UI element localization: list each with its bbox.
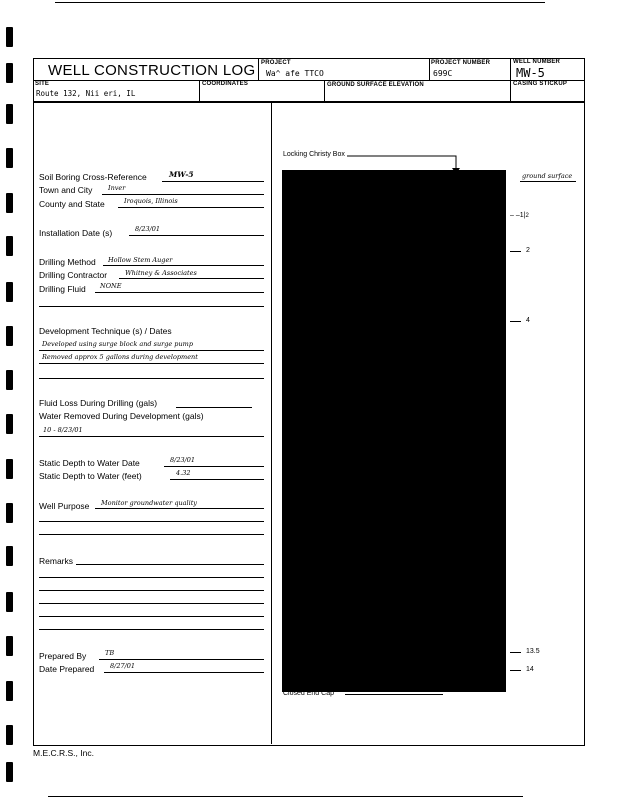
project-number-label: PROJECT NUMBER	[431, 60, 491, 66]
remarks-line	[76, 564, 264, 565]
static-date-value: 8/23/01	[170, 456, 196, 464]
purpose-rule	[39, 534, 264, 535]
county-line	[118, 207, 264, 208]
punch-hole	[6, 725, 13, 745]
drilling-method-label: Drilling Method	[39, 257, 96, 267]
development-rule	[39, 363, 264, 364]
center-divider	[271, 102, 272, 744]
depth-label-2: 2	[526, 247, 530, 254]
soil-boring-value: MW-5	[169, 170, 194, 179]
prepared-by-label: Prepared By	[39, 651, 87, 661]
depth-label-1: 1	[519, 212, 524, 219]
drilling-fluid-line	[95, 292, 264, 293]
punch-hole	[6, 370, 13, 390]
punch-hole	[6, 326, 13, 346]
depth-label: – –1|2	[510, 212, 529, 219]
drilling-method-value: Hollow Stem Auger	[108, 256, 173, 264]
static-date-label: Static Depth to Water Date	[39, 458, 140, 468]
town-label: Town and City	[39, 185, 93, 195]
drilling-contractor-value: Whitney & Associates	[125, 269, 197, 277]
punch-hole	[6, 27, 13, 47]
development-rule	[39, 350, 264, 351]
punch-hole	[6, 148, 13, 168]
drilling-method-line	[103, 265, 264, 266]
ground-elevation-label: GROUND SURFACE ELEVATION	[327, 82, 424, 88]
header-divider	[33, 80, 584, 81]
punch-hole	[6, 681, 13, 701]
install-date-line	[129, 235, 264, 236]
water-removed-line	[39, 436, 264, 437]
depth-tick	[510, 321, 521, 322]
depth-label-14: 14	[526, 666, 534, 673]
install-date-label: Installation Date (s)	[39, 228, 113, 238]
punch-hole	[6, 104, 13, 124]
county-value: Iroquois, Illinois	[124, 197, 178, 205]
casing-stickup-label: CASING STICKUP	[513, 81, 568, 87]
punch-hole	[6, 414, 13, 434]
well-number-value: MW-5	[516, 66, 545, 80]
date-prepared-value: 8/27/01	[110, 662, 136, 670]
punch-hole	[6, 592, 13, 612]
ground-surface-label: ground surface	[522, 172, 573, 180]
punch-hole	[6, 503, 13, 523]
header-bottom-rule	[33, 101, 584, 103]
static-depth-line	[170, 479, 264, 480]
development-label: Development Technique (s) / Dates	[39, 326, 172, 336]
header-col-divider	[510, 58, 511, 103]
punch-hole	[6, 546, 13, 566]
project-number-value: 699C	[433, 69, 453, 78]
remarks-rule	[39, 603, 264, 604]
county-label: County and State	[39, 199, 105, 209]
date-prepared-label: Date Prepared	[39, 664, 95, 674]
depth-label-13-5: 13.5	[526, 648, 540, 655]
site-value: Route 132, Nii eri, IL	[36, 89, 136, 98]
development-line1: Developed using surge block and surge pump	[42, 340, 193, 348]
punch-hole	[6, 282, 13, 302]
form-title: WELL CONSTRUCTION LOG	[48, 62, 256, 79]
project-label: PROJECT	[261, 60, 291, 66]
scan-edge-top	[55, 2, 545, 3]
header-col-divider	[199, 80, 200, 103]
punch-hole	[6, 459, 13, 479]
soil-boring-line	[162, 181, 264, 182]
purpose-label: Well Purpose	[39, 501, 90, 511]
closed-end-cap-label: Closed End Cap	[283, 690, 334, 697]
ground-surface-line	[520, 181, 576, 182]
water-removed-value: 10 - 8/23/01	[43, 426, 83, 434]
header-col-divider	[324, 80, 325, 103]
drilling-extra-line	[39, 306, 264, 307]
punch-hole	[6, 762, 13, 782]
date-prepared-line	[104, 672, 264, 673]
depth-label-4: 4	[526, 317, 530, 324]
install-date-value: 8/23/01	[135, 225, 161, 233]
project-value: Wa^ afe TTCO	[266, 69, 324, 78]
remarks-rule	[39, 616, 264, 617]
header-col-divider	[429, 58, 430, 81]
depth-tick	[510, 670, 521, 671]
depth-tick	[510, 251, 521, 252]
depth-tick	[510, 652, 521, 653]
remarks-rule	[39, 577, 264, 578]
remarks-rule	[39, 629, 264, 630]
punch-hole	[6, 636, 13, 656]
punch-hole	[6, 63, 13, 83]
drilling-fluid-label: Drilling Fluid	[39, 284, 86, 294]
drilling-contractor-label: Drilling Contractor	[39, 270, 108, 280]
purpose-rule	[39, 521, 264, 522]
static-depth-value: 4.32	[176, 469, 191, 477]
town-line	[102, 194, 264, 195]
end-cap-leader	[345, 694, 443, 695]
development-rule	[39, 378, 264, 379]
well-number-label: WELL NUMBER	[513, 59, 561, 65]
remarks-rule	[39, 590, 264, 591]
drilling-contractor-line	[119, 278, 264, 279]
well-casing-block	[282, 170, 506, 692]
prepared-by-value: TB	[105, 649, 115, 657]
static-depth-label: Static Depth to Water (feet)	[39, 471, 142, 481]
prepared-by-line	[99, 659, 264, 660]
water-removed-label: Water Removed During Development (gals)	[39, 411, 204, 421]
site-label: SITE	[35, 81, 50, 87]
punch-hole	[6, 236, 13, 256]
company-name: M.E.C.R.S., Inc.	[33, 748, 94, 758]
punch-hole	[6, 193, 13, 213]
header-col-divider	[258, 58, 259, 81]
drilling-fluid-value: NONE	[100, 282, 122, 290]
coordinates-label: COORDINATES	[202, 81, 249, 87]
purpose-line	[95, 508, 264, 509]
soil-boring-label: Soil Boring Cross-Reference	[39, 172, 147, 182]
remarks-label: Remarks	[39, 556, 74, 566]
town-value: Inver	[108, 184, 126, 192]
fluid-loss-line	[176, 407, 252, 408]
fluid-loss-label: Fluid Loss During Drilling (gals)	[39, 398, 158, 408]
scan-edge-bottom	[48, 796, 523, 797]
locking-box-label: Locking Christy Box	[283, 151, 345, 158]
static-date-line	[164, 466, 264, 467]
development-line2: Removed approx 5 gallons during development	[42, 353, 198, 361]
purpose-value: Monitor groundwater quality	[101, 499, 197, 507]
